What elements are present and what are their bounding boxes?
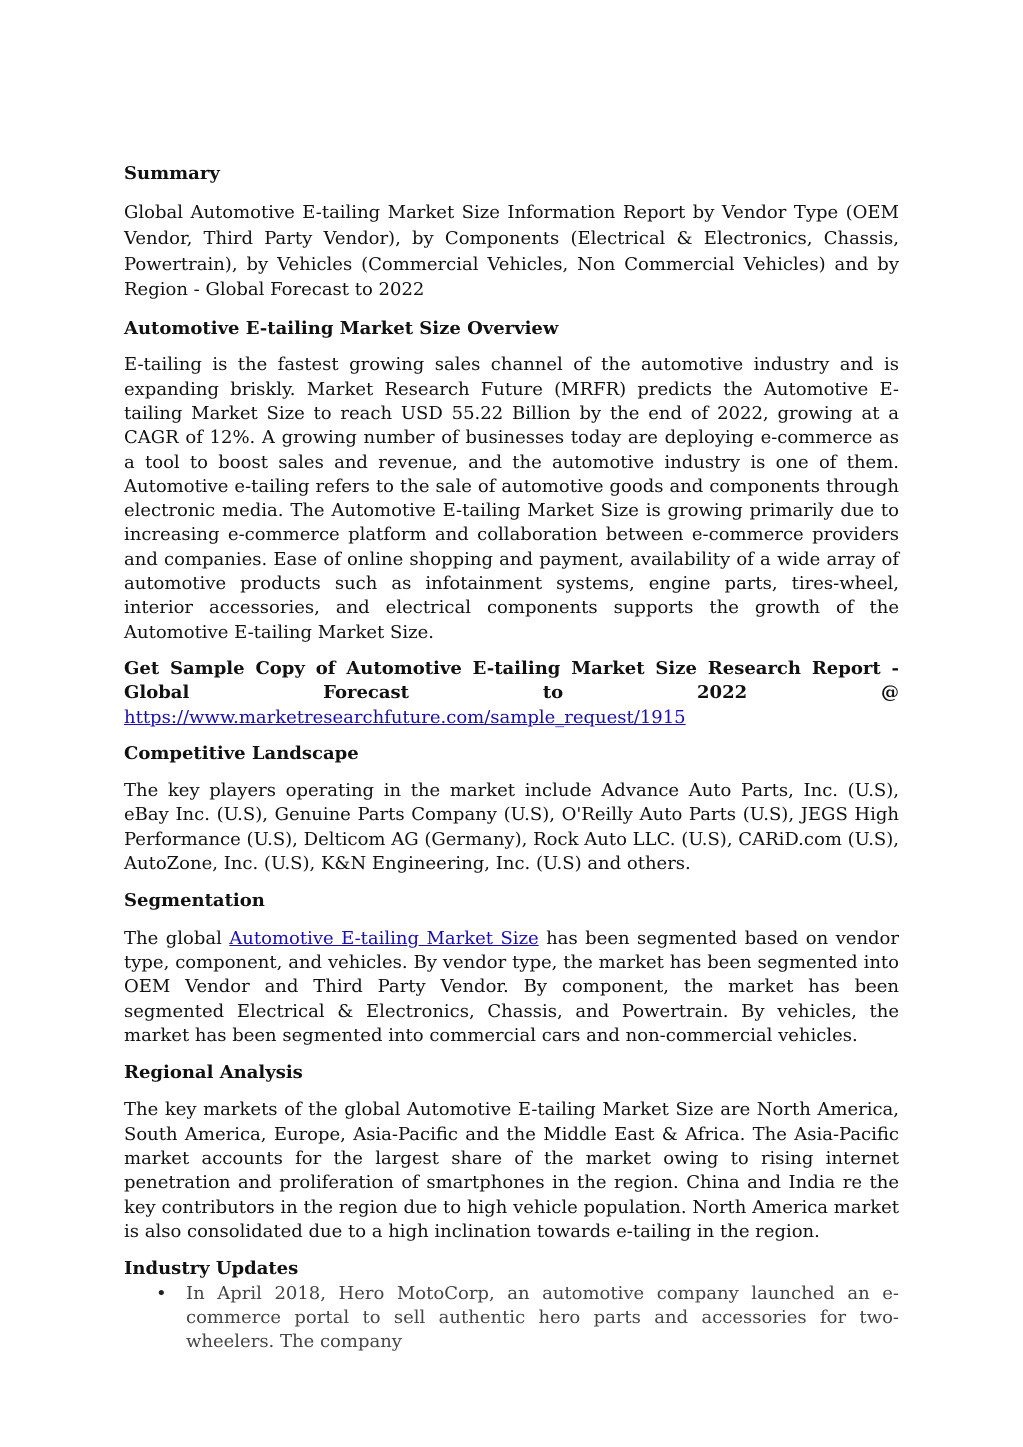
list-item (124, 1282, 899, 1355)
bullet-icon: • (156, 1282, 167, 1304)
segmentation-text-after: has been segmented based on vendor type, component, and vehicles. By vendor type, the market has been segmented into OEM Vendor and Third Party Vendor. By component, the market has been segmented Electrical & Electronics, Chassis, and Powertrain. By vehicles, the market has been segmented into commercial cars and non-commercial vehicles. (124, 927, 899, 1046)
sample-request-paragraph (124, 657, 899, 730)
summary-text: Global Automotive E-tailing Market Size Information Report by Vendor Type (OEM Vendor, Third Party Vendor), by Components (Electrical & Electronics, Chassis, Powertrain), by Vehicles (Commercial Vehicles, Non Commercial Vehicles) and by Region - Global Forecast to 2022 (124, 202, 899, 301)
regional-text: The key markets of the global Automotive E-tailing Market Size are North America, South America, Europe, Asia-Pacific and the Middle East & Africa. The Asia-Pacific market accounts for the largest share of the market owing to rising internet penetration and proliferation of smartphones in the region. China and India re the key contributors in the region due to high vehicle population. North America market is also consolidated due to a high inclination towards e-tailing in the region. (124, 1099, 899, 1242)
overview-heading: Automotive E-tailing Market Size Overview (124, 318, 559, 340)
market-size-link[interactable]: Automotive E-tailing Market Size (229, 927, 539, 949)
industry-updates-heading: Industry Updates (124, 1258, 299, 1280)
list-item-text: In April 2018, Hero MotoCorp, an automotive company launched an e-commerce portal to sell authentic hero parts and accessories for two-wheelers. The company (186, 1282, 899, 1353)
sample-request-text: Get Sample Copy of Automotive E-tailing Market Size Research Report - Global Forecast to 2022 @ (124, 657, 899, 704)
overview-text: E-tailing is the fastest growing sales channel of the automotive industry and is expanding briskly. Market Research Future (MRFR) predicts the Automotive E-tailing Market Size to reach USD 55.22 Billion by the end of 2022, growing at a CAGR of 12%. A growing number of businesses today are deploying e-commerce as a tool to boost sales and revenue, and the automotive industry is one of them. Automotive e-tailing refers to the sale of automotive goods and components through electronic media. The Automotive E-tailing Market Size is growing primarily due to increasing e-commerce platform and collaboration between e-commerce providers and companies. Ease of online shopping and payment, availability of a wide array of automotive products such as infotainment systems, engine parts, tires-wheel, interior accessories, and electrical components supports the growth of the Automotive E-tailing Market Size. (124, 354, 899, 643)
competitive-text: The key players operating in the market include Advance Auto Parts, Inc. (U.S), eBay Inc. (U.S), Genuine Parts Company (U.S), O'Reilly Auto Parts (U.S), JEGS High Performance (U.S), Delticom AG (Germany), Rock Auto LLC. (U.S), CARiD.com (U.S), AutoZone, Inc. (U.S), K&N Engineering, Inc. (U.S) and others. (124, 780, 899, 875)
summary-heading: Summary (124, 163, 220, 184)
document-page (124, 162, 899, 1354)
industry-updates-list (124, 1282, 899, 1355)
segmentation-text (124, 927, 899, 1048)
segmentation-text-before: The global (124, 927, 230, 949)
regional-heading: Regional Analysis (124, 1062, 303, 1084)
sample-request-link[interactable]: https://www.marketresearchfuture.com/sample_request/1915 (124, 706, 686, 728)
segmentation-heading: Segmentation (124, 890, 265, 912)
competitive-heading: Competitive Landscape (124, 742, 359, 764)
